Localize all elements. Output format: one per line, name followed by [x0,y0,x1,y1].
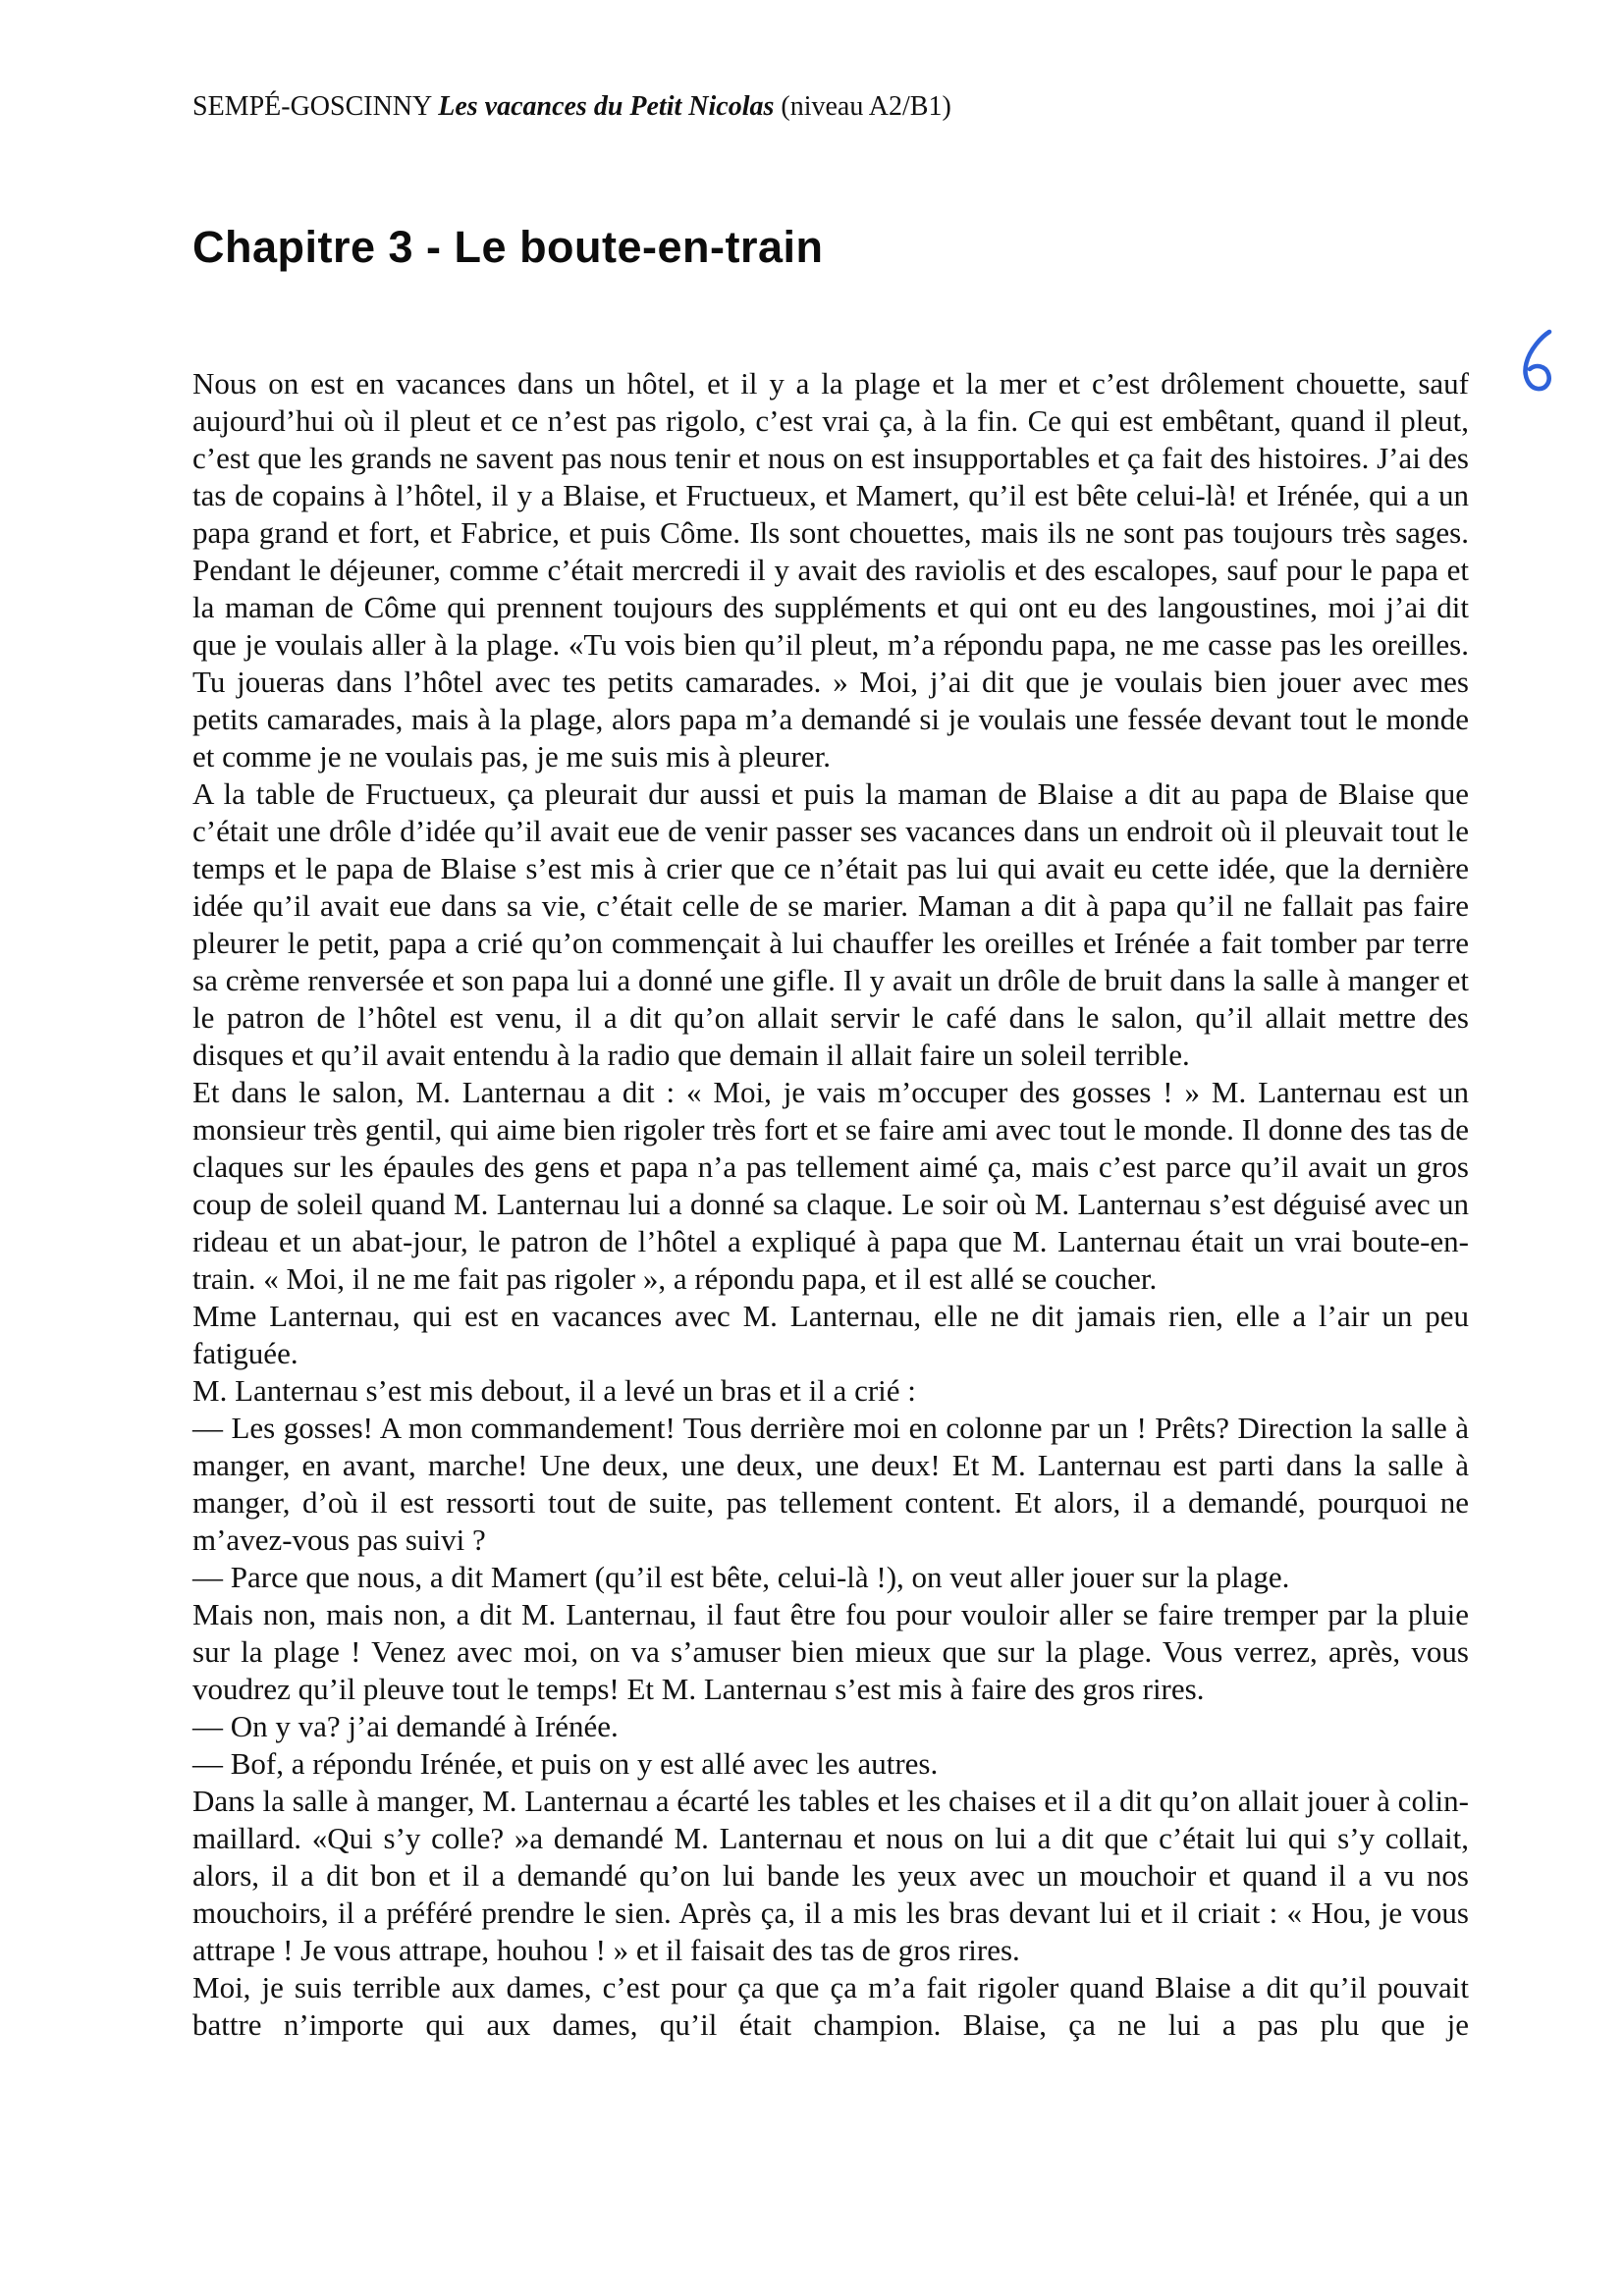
paragraph: Moi, je suis terrible aux dames, c’est pour ça que ça m’a fait rigoler quand Blaise a dit qu’il pouvait battre n’importe qui aux dames, qu’il était champion. Blaise, ça ne lui a pas plu que je [192,1970,1469,2042]
paragraph: Mais non, mais non, a dit M. Lanternau, il faut être fou pour vouloir aller se faire tremper par la pluie sur la plage ! Venez avec moi, on va s’amuser bien mieux que sur la plage. Vous verrez, après, vous voudrez qu’il pleuve tout le temps! Et M. Lanternau s’est mis à faire des gros rires. [192,1597,1469,1706]
running-header [192,90,951,124]
header-author: SEMPÉ-GOSCINNY [192,91,432,122]
paragraph: — Bof, a répondu Irénée, et puis on y est allé avec les autres. [192,1746,939,1781]
paragraph: Nous on est en vacances dans un hôtel, et il y a la plage et la mer et c’est drôlement chouette, sauf aujourd’hui où il pleut et ce n’est pas rigolo, c’est vrai ça, à la fin. Ce qui est embêtant, quand il pleut, c’est que les grands ne savent pas nous tenir et nous on est insupportables et ça fait des histoires. J’ai des tas de copains à l’hôtel, il y a Blaise, et Fructueux, et Mamert, qu’il est bête celui-là! et Irénée, qui a un papa grand et fort, et Fabrice, et puis Côme. Ils sont chouettes, mais ils ne sont pas toujours très sages. Pendant le déjeuner, comme c’était mercredi il y avait des raviolis et des escalopes, sauf pour le papa et la maman de Côme qui prennent toujours des suppléments et qui ont eu des langoustines, moi j’ai dit que je voulais aller à la plage. «Tu vois bien qu’il pleut, m’a répondu papa, ne me casse pas les oreilles. Tu joueras dans l’hôtel avec tes petits camarades. » Moi, j’ai dit que je voulais bien jouer avec mes petits camarades, mais à la plage, alors papa m’a demandé si je voulais une fessée devant tout le monde et comme je ne voulais pas, je me suis mis à pleurer. [192,366,1469,774]
handwritten-six-icon [1519,328,1554,395]
paragraph: Dans la salle à manger, M. Lanternau a écarté les tables et les chaises et il a dit qu’on allait jouer à colin-maillard. «Qui s’y colle? »a demandé M. Lanternau et nous on lui a dit que c’était lui qui s’y collait, alors, il a dit bon et il a demandé qu’on lui bande les yeux avec un mouchoir et quand il a vu nos mouchoirs, il a préféré prendre le sien. Après ça, il a mis les bras devant lui et il criait : « Hou, je vous attrape ! Je vous attrape, houhou ! » et il faisait des tas de gros rires. [192,1784,1469,1967]
paragraph: Mme Lanternau, qui est en vacances avec M. Lanternau, elle ne dit jamais rien, elle a l’air un peu fatiguée. [192,1299,1469,1370]
chapter-title: Chapitre 3 - Le boute-en-train [192,222,824,272]
chapter-body [192,365,1469,2044]
handwritten-grade-mark [1519,328,1554,395]
paragraph: — Parce que nous, a dit Mamert (qu’il est bête, celui-là !), on veut aller jouer sur la plage. [192,1560,1290,1594]
paragraph: — Les gosses! A mon commandement! Tous derrière moi en colonne par un ! Prêts? Direction la salle à manger, en avant, marche! Une deux, une deux, une deux! Et M. Lanternau est parti dans la salle à manger, d’où il est ressorti tout de suite, pas tellement content. Et alors, il a demandé, pourquoi ne m’avez-vous pas suivi ? [192,1411,1469,1557]
header-book-title: Les vacances du Petit Nicolas [438,91,775,122]
header-level: (niveau A2/B1) [781,91,951,122]
paragraph: Et dans le salon, M. Lanternau a dit : « Moi, je vais m’occuper des gosses ! » M. Lanternau est un monsieur très gentil, qui aime bien rigoler très fort et se faire ami avec tout le monde. Il donne des tas de claques sur les épaules des gens et papa n’a pas tellement aimé ça, mais c’est parce qu’il avait un gros coup de soleil quand M. Lanternau lui a donné sa claque. Le soir où M. Lanternau s’est déguisé avec un rideau et un abat-jour, le patron de l’hôtel a expliqué à papa que M. Lanternau était un vrai boute-en-train. « Moi, il ne me fait pas rigoler », a répondu papa, et il est allé se coucher. [192,1075,1469,1296]
paragraph: — On y va? j’ai demandé à Irénée. [192,1709,619,1743]
paragraph: M. Lanternau s’est mis debout, il a levé un bras et il a crié : [192,1373,916,1408]
paragraph: A la table de Fructueux, ça pleurait dur aussi et puis la maman de Blaise a dit au papa de Blaise que c’était une drôle d’idée qu’il avait eue de venir passer ses vacances dans un endroit où il pleuvait tout le temps et le papa de Blaise s’est mis à crier que ce n’était pas lui qui avait eu cette idée, que la dernière idée qu’il avait eue dans sa vie, c’était celle de se marier. Maman a dit à papa qu’il ne fallait pas faire pleurer le petit, papa a crié qu’on commençait à lui chauffer les oreilles et Irénée a fait tomber par terre sa crème renversée et son papa lui a donné une gifle. Il y avait un drôle de bruit dans la salle à manger et le patron de l’hôtel est venu, il a dit qu’on allait servir le café dans le salon, qu’il allait mettre des disques et qu’il avait entendu à la radio que demain il allait faire un soleil terrible. [192,776,1469,1072]
